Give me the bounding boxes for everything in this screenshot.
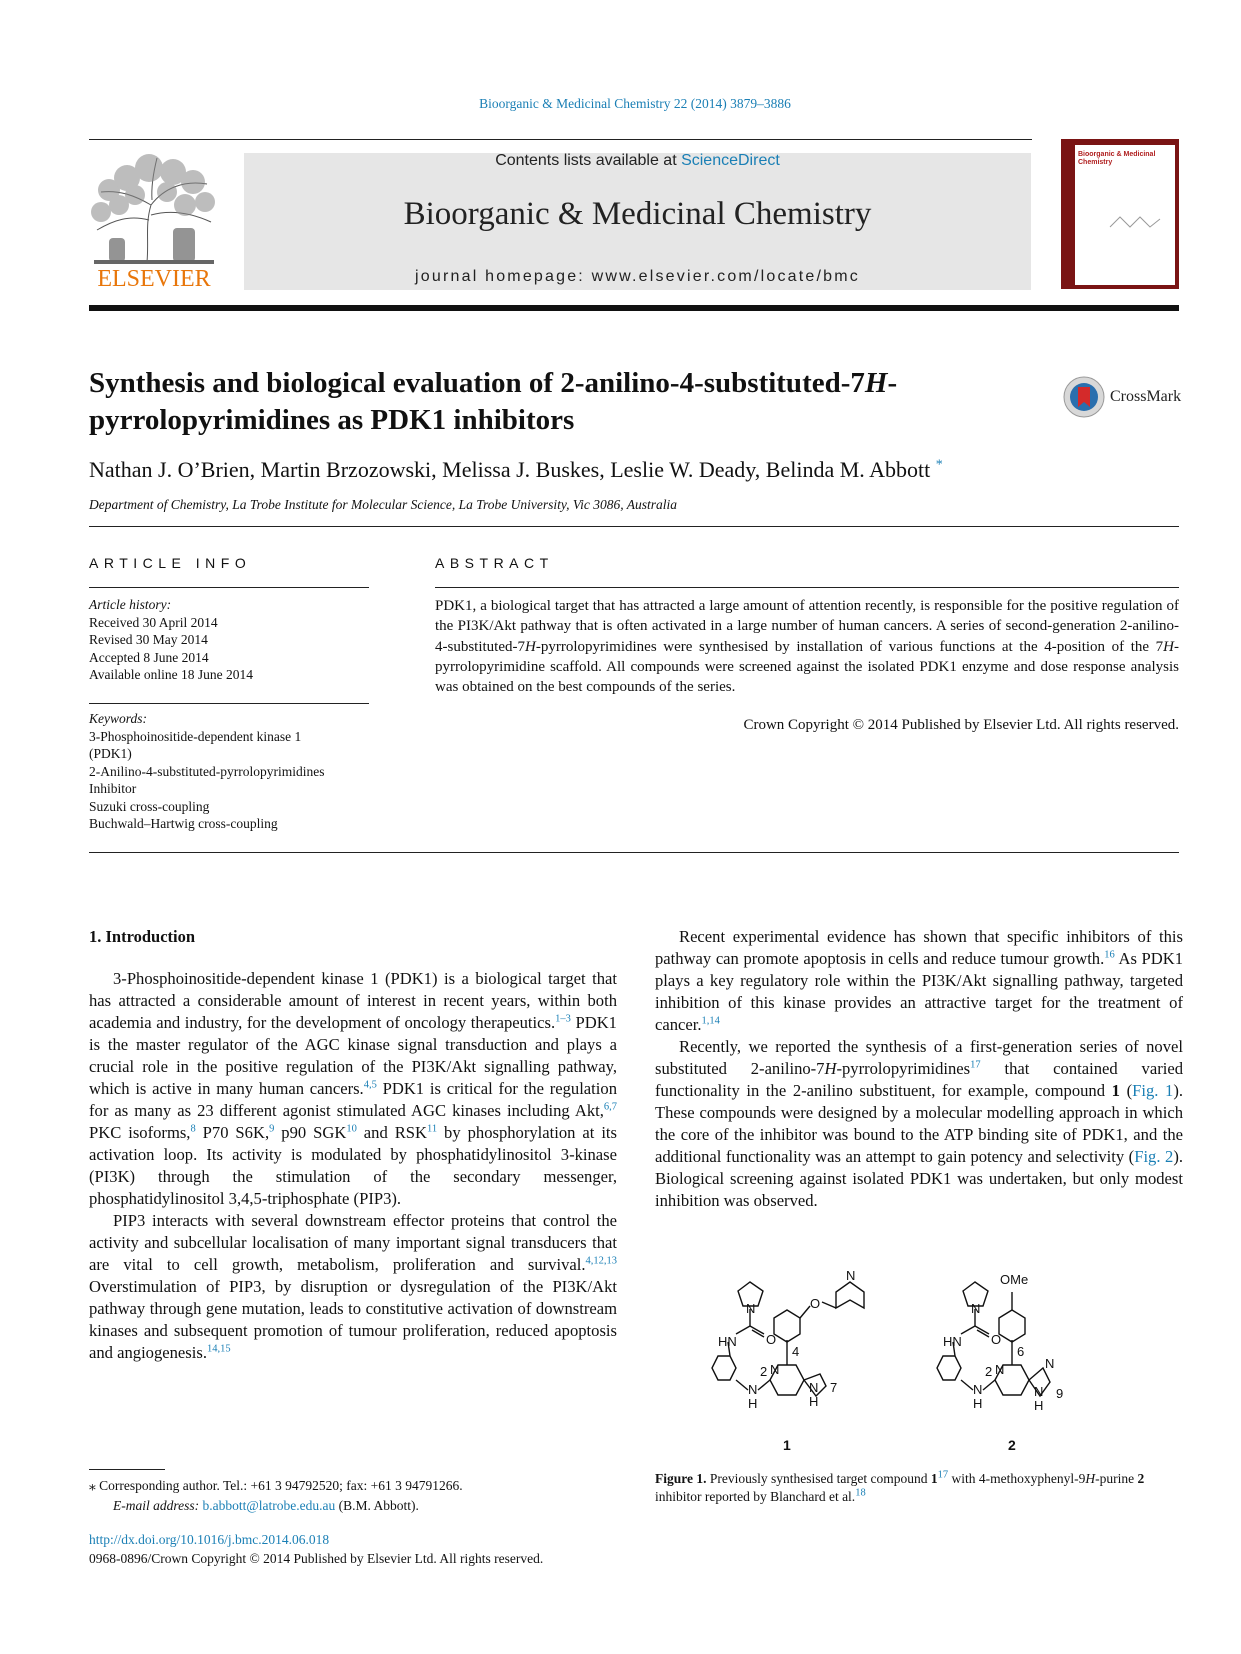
- keyword-item: Buchwald–Hartwig cross-coupling: [89, 816, 278, 831]
- citation[interactable]: 8: [190, 1123, 196, 1135]
- compound-number: 1: [783, 1437, 791, 1453]
- history-label: Article history:: [89, 597, 172, 612]
- corresponding-author-footnote: ⁎ Corresponding author. Tel.: +61 3 94792520; fax: +61 3 94791266. E-mail address: b.abbott@latrobe.edu.au (B.M. Abbott).: [89, 1478, 463, 1513]
- aniline-ring: [712, 1356, 736, 1380]
- article-info-rule: [89, 587, 369, 588]
- affiliation: Department of Chemistry, La Trobe Institute for Molecular Science, La Trobe University, Vic 3086, Australia: [89, 497, 677, 512]
- chem-label: 2: [985, 1364, 993, 1379]
- phenyl-ring: [774, 1310, 800, 1342]
- abstract-copyright: Crown Copyright © 2014 Published by Elsevier Ltd. All rights reserved.: [743, 717, 1179, 733]
- header-thick-rule: [89, 305, 1179, 311]
- cover-page: [1075, 145, 1175, 285]
- figure-1-caption: Figure 1. Previously synthesised target compound 1$^{17}$ with 4-methoxyphenyl-9H-purine 2 inhibitor reported by Blanchard et al.$^{18}$: [655, 1469, 1145, 1504]
- chem-label: N: [1034, 1384, 1044, 1399]
- keywords: [89, 710, 389, 833]
- journal-homepage[interactable]: journal homepage: www.elsevier.com/locate/bmc: [415, 268, 860, 285]
- citation[interactable]: 17: [937, 1469, 949, 1481]
- chem-label: OMe: [1000, 1272, 1029, 1287]
- doi-link[interactable]: http://dx.doi.org/10.1016/j.bmc.2014.06.018: [89, 1532, 330, 1547]
- keyword-item: 3-Phosphoinositide-dependent kinase 1: [89, 728, 302, 744]
- crossmark-label: CrossMark: [1110, 388, 1182, 405]
- article-history: [89, 596, 369, 684]
- citation[interactable]: 14,15: [206, 1343, 231, 1355]
- citation[interactable]: 1–3: [555, 1013, 571, 1025]
- chem-label: H: [1034, 1398, 1044, 1413]
- chem-label: N: [748, 1382, 758, 1397]
- body-column-left: [89, 968, 617, 1364]
- citation[interactable]: 10: [346, 1123, 357, 1135]
- citation[interactable]: 4,5: [363, 1079, 377, 1091]
- citation[interactable]: 18: [855, 1487, 866, 1499]
- journal-cover[interactable]: [1061, 139, 1179, 289]
- article-title: Synthesis and biological evaluation of 2-anilino-4-substituted-7H-pyrrolopyrimidines as PDK1 inhibitors: [89, 367, 898, 436]
- history-accepted: Accepted 8 June 2014: [89, 649, 209, 665]
- contents-prefix: Contents lists available at: [495, 152, 682, 169]
- authors: Nathan J. O’Brien, Martin Brzozowski, Melissa J. Buskes, Leslie W. Deady, Belinda M. Abbott *: [89, 457, 943, 482]
- keyword-item: Inhibitor: [89, 781, 137, 796]
- chem-label: N: [846, 1268, 856, 1283]
- chem-label: N: [973, 1382, 983, 1397]
- abstract-heading: ABSTRACT: [435, 555, 554, 571]
- citation[interactable]: 17: [970, 1059, 981, 1071]
- history-received: Received 30 April 2014: [89, 614, 218, 630]
- header-rule: [89, 139, 1032, 140]
- citation[interactable]: 6,7: [603, 1101, 617, 1113]
- citation[interactable]: 11: [426, 1123, 438, 1135]
- front-matter-rule: [89, 852, 1179, 853]
- journal-reference[interactable]: Bioorganic & Medicinal Chemistry 22 (2014) 3879–3886: [479, 96, 791, 111]
- history-revised: Revised 30 May 2014: [89, 632, 208, 647]
- figure-link[interactable]: Fig. 2: [1134, 1147, 1174, 1166]
- keywords-label: Keywords:: [89, 711, 147, 726]
- chem-label: HN: [718, 1334, 737, 1349]
- article-info-heading: ARTICLE INFO: [89, 555, 252, 571]
- title-rule: [89, 526, 1179, 527]
- chem-label: 7: [830, 1380, 838, 1395]
- footnote-rule: [89, 1469, 165, 1470]
- chem-label: 4: [792, 1344, 800, 1359]
- journal-title: Bioorganic & Medicinal Chemistry: [403, 196, 872, 232]
- corresponding-author-mark[interactable]: *: [935, 457, 943, 473]
- paragraph: Recently, we reported the synthesis of a first-generation series of novel substituted 2-anilino-7H-pyrrolopyrimidines$^{17}$ that contained varied functionality in the 2-anilino substituent, for example, compound 1 (Fig. 1). These compounds were designed by a molecular modelling approach in which the core of the inhibitor was bound to the ATP binding site of PDK1, and the additional functionality was an attempt to gain potency and selectivity (Fig. 2). Biological screening against isolated PDK1 was undertaken, but only modest inhibition was observed.: [655, 1037, 1184, 1210]
- citation[interactable]: 9: [269, 1123, 275, 1135]
- compound-number: 2: [1008, 1437, 1016, 1453]
- body-column-right: [655, 926, 1183, 1212]
- cover-molecule-icon: [1105, 207, 1165, 237]
- chem-label: 6: [1017, 1344, 1025, 1359]
- crossmark-badge[interactable]: [1062, 375, 1182, 421]
- figure-1-structures: [700, 1268, 1200, 1458]
- abstract-rule: [435, 587, 1179, 588]
- chem-label: N: [971, 1301, 981, 1316]
- chem-label: N: [809, 1380, 819, 1395]
- paragraph: PIP3 interacts with several downstream effector proteins that control the activity and subcellular localisation of many important signal transducers that are vital to cell growth, metabolism, proliferation and survival.$^{4,12,13}$ Overstimulation of PIP3, by disruption or dysregulation of the PI3K/Akt pathway through gene mutation, leads to constitutive activation of downstream kinases and subsequent promotion of tumour proliferation, reduced apoptosis and angiogenesis.$^{14,15}$: [89, 1211, 617, 1362]
- chem-label: H: [973, 1396, 983, 1411]
- keyword-item: 2-Anilino-4-substituted-pyrrolopyrimidines: [89, 763, 325, 779]
- history-online: Available online 18 June 2014: [89, 667, 253, 682]
- citation[interactable]: 4,12,13: [585, 1255, 617, 1267]
- cover-title: Bioorganic & Medicinal Chemistry: [1078, 151, 1156, 166]
- chem-label: N: [770, 1362, 780, 1377]
- citation[interactable]: 16: [1104, 949, 1115, 961]
- citation[interactable]: 1,14: [701, 1015, 720, 1027]
- chem-label: O: [991, 1332, 1002, 1347]
- chem-label: N: [746, 1301, 756, 1316]
- paragraph: 3-Phosphoinositide-dependent kinase 1 (PDK1) is a biological target that has attracted a considerable amount of interest in recent years, within both academia and industry, for the development of oncology therapeutics.$^{1-3}$ PDK1 is the master regulator of the AGC kinase signal transduction and plays a crucial role in the positive regulation of the PI3K/Akt signalling pathway, which is active in many human cancers.$^{4,5}$ PDK1 is critical for the regulation for as many as 23 different agonist stimulated AGC kinases including Akt,$^{6,7}$ PKC isoforms,$^8$ P70 S6K,$^9$ p90 SGK$^{10}$ and RSK$^{11}$ by phosphorylation at its activation loop. Its activity is modulated by phosphatidylinositol 3-kinase (PI3K) through the stimulation of the secondary messenger, phosphatidylinositol 3,4,5-triphosphate (PIP3).: [89, 969, 618, 1208]
- elsevier-logo: [89, 150, 219, 290]
- figure-link[interactable]: Fig. 1: [1132, 1081, 1174, 1100]
- abstract-text: PDK1, a biological target that has attracted a large amount of attention recently, is responsible for the positive regulation of the PI3K/Akt pathway that is often activated in a large number of human cancers. A series of second-generation 2-anilino-4-substituted-7H-pyrrolopyrimidines were synthesised by installation of various functions at the 4-position of the 7H-pyrrolopyrimidine scaffold. All compounds were screened against the isolated PDK1 enzyme and dose response analysis was obtained on the best compounds of the series.: [435, 598, 1179, 696]
- chem-label: O: [810, 1296, 821, 1311]
- chem-label: 9: [1056, 1386, 1064, 1401]
- chem-label: O: [766, 1332, 777, 1347]
- crossmark-icon: [1062, 375, 1106, 419]
- chem-label: H: [809, 1394, 819, 1409]
- section-heading-introduction: 1. Introduction: [89, 927, 196, 946]
- sciencedirect-link[interactable]: ScienceDirect: [681, 152, 780, 169]
- issn-copyright: 0968-0896/Crown Copyright © 2014 Published by Elsevier Ltd. All rights reserved.: [89, 1551, 544, 1566]
- email-link[interactable]: b.abbott@latrobe.edu.au: [202, 1498, 336, 1513]
- chem-label: 2: [760, 1364, 768, 1379]
- chem-label: N: [1045, 1356, 1055, 1371]
- chem-label: N: [995, 1362, 1005, 1377]
- keywords-rule: [89, 703, 369, 704]
- elsevier-wordmark: ELSEVIER: [97, 266, 211, 290]
- pyridine-ring: [836, 1282, 864, 1308]
- keyword-item: (PDK1): [89, 746, 132, 761]
- chem-label: H: [748, 1396, 758, 1411]
- paragraph: Recent experimental evidence has shown that specific inhibitors of this pathway can promote apoptosis in cells and reduce tumour growth.$^{16}$ As PDK1 plays a key regulatory role within the PI3K/Akt signalling pathway, targeted inhibition of this kinase provides an attractive target for the treatment of cancer.$^{1,14}$: [655, 927, 1183, 1034]
- chem-label: HN: [943, 1334, 962, 1349]
- contents-line: [244, 152, 1031, 170]
- keyword-item: Suzuki cross-coupling: [89, 798, 210, 814]
